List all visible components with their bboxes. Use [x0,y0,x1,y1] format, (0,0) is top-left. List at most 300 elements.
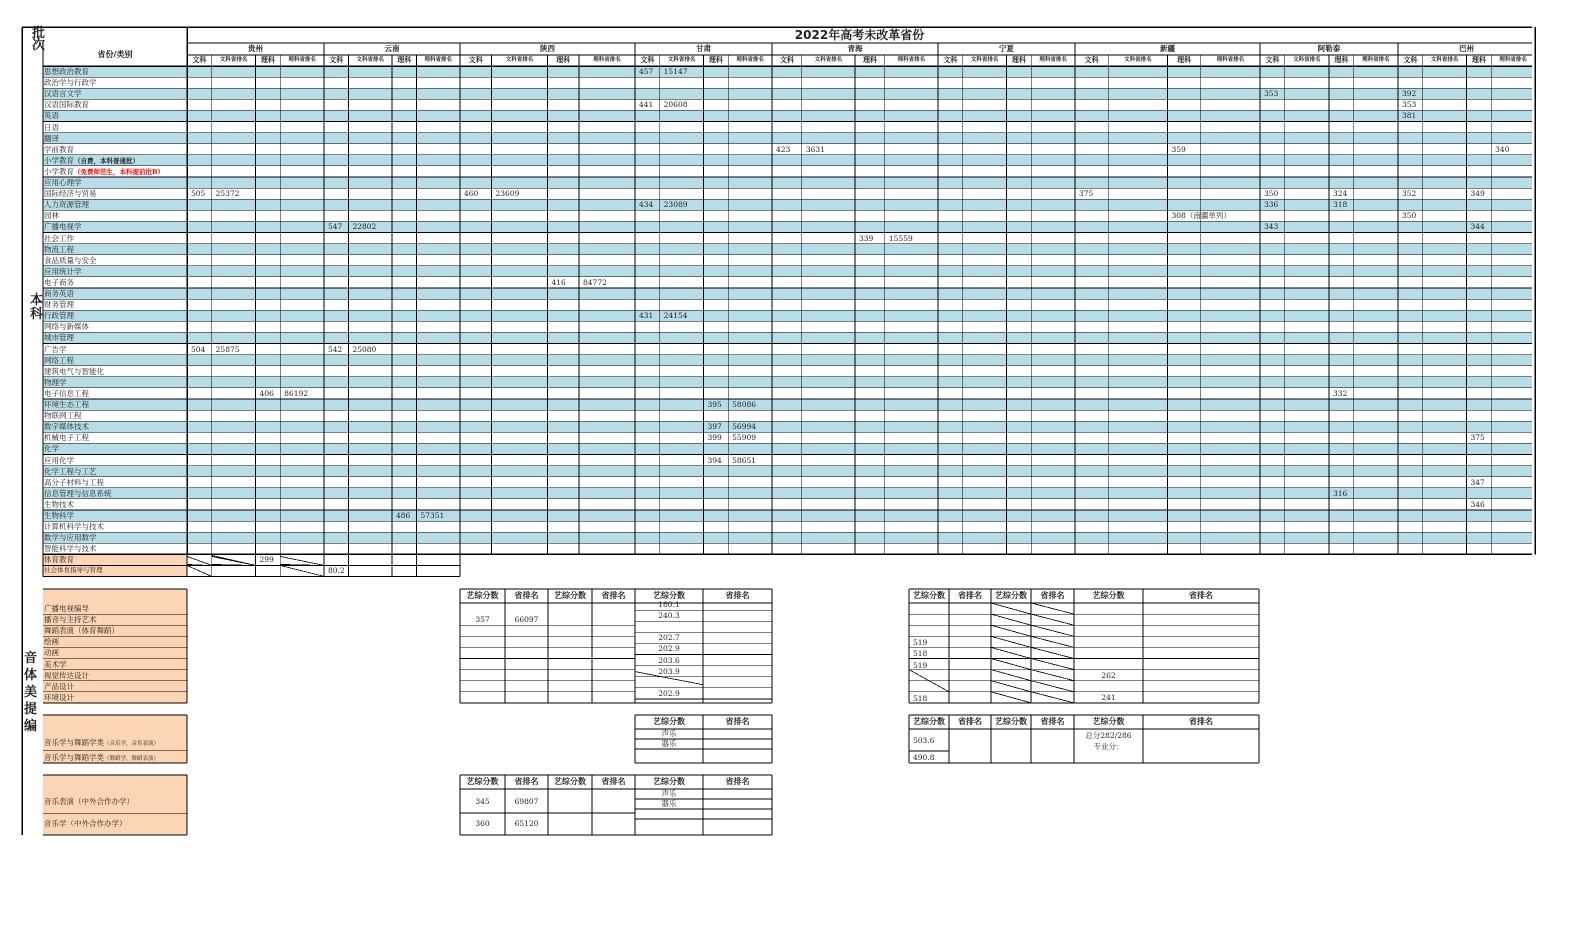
cell-fill [43,155,1532,166]
art-col-header: 艺综分数 [653,777,685,786]
art-score: 518 [913,649,928,659]
major-name: 翻译 [44,133,59,143]
score-cell: 25372 [215,189,240,199]
sub-col-header: 理科省排名 [736,57,764,63]
art-score: 240.3 [658,611,680,621]
major-name: 应用化学 [44,455,74,465]
art-col-header: 省排名 [725,591,750,600]
score-cell: 324 [1333,189,1348,199]
art-score [460,659,505,670]
row-label [43,332,187,343]
score-cell: 84772 [583,277,607,287]
sub-col-header: 理科 [1011,56,1026,64]
art-col-header: 省排名 [601,777,626,786]
art-col-header: 艺综分数 [1092,591,1125,600]
score-cell: 353 [1264,89,1279,99]
row-label [43,521,187,532]
score-cell: 25875 [215,344,240,354]
row-label [43,410,187,421]
row-label [43,277,187,288]
cell-fill [43,366,1532,377]
corner-header: 省份/类别 [97,50,133,59]
row-label [43,455,187,466]
major-name: 信息管理与信息系统 [44,488,112,498]
art-major-label [43,750,187,765]
score-cell: 375 [1470,433,1485,443]
major-name: 汉语言文学 [44,89,82,99]
art-note: 总分282/286 [1085,731,1132,740]
art-note: 专业分： [1093,742,1124,751]
grid-line [991,636,1031,647]
cell-fill [43,521,1532,532]
major-note: （舞蹈学，舞蹈表演） [104,756,160,762]
row-label [43,543,187,554]
score-cell: 344 [1470,222,1485,232]
sub-col-header: 理科省排名 [1039,57,1067,63]
art-score: 360 [475,819,490,828]
art-score: 180.1 [658,600,680,609]
major-name: 广告学 [44,344,67,354]
score-cell: 353 [1402,100,1417,110]
art-major-label: 绘画 [44,637,59,647]
row-label [43,288,187,299]
major-name: 财务管理 [44,300,74,310]
art-score [460,692,505,703]
sub-col-header: 文科 [779,56,794,64]
sub-col-header: 文科省排名 [505,57,534,63]
score-cell: 547 [328,222,343,232]
art-col-header: 省排名 [1040,717,1065,726]
art-score: 262 [1101,670,1116,680]
row-label [43,266,187,277]
sub-col-header: 理科省排名 [424,57,452,63]
major-name: 食品质量与安全 [44,255,97,265]
cell-fill [43,355,1532,366]
art-score: 202.7 [658,633,680,643]
score-cell: 434 [639,200,654,210]
sub-col-header: 文科省排名 [1124,57,1152,63]
art-col-header: 艺综分数 [466,777,499,786]
cell-fill [43,299,1532,310]
major-name: 电子商务 [44,277,74,287]
grid-line [1031,670,1074,681]
grid-line [1031,659,1074,670]
art-major-label: 音乐学（中外合作办学） [44,819,127,828]
sub-col-header: 理科省排名 [897,57,926,63]
grid-line [1031,647,1074,658]
cell-fill [43,166,1532,177]
grid-line [991,625,1031,636]
art-col-header: 省排名 [958,591,982,600]
art-major-label: 音乐表演（中外合作办学） [44,797,134,806]
grid-line [991,692,1031,703]
sports-row-label: 体育教育 [44,555,74,565]
row-label [43,377,187,388]
art-score [460,670,505,681]
sub-col-header: 理科 [397,56,412,64]
art-score: 203.6 [658,655,680,665]
art-major-label: 舞蹈表演（体育舞蹈） [44,626,119,636]
major-name: 计算机科学与技术 [44,522,104,532]
art-score: 241 [1101,692,1116,702]
score-cell: 399 [707,433,722,443]
art-rank [505,636,548,647]
score-cell: 15559 [888,233,913,243]
row-label [43,66,187,77]
sub-col-header: 文科省排名 [667,57,696,63]
major-name: 环境生态工程 [44,400,89,409]
major-name: 化学工程与工艺 [44,466,97,476]
major-name: 化学 [44,444,59,454]
sub-col-header: 理科省排名 [1499,57,1527,63]
grid-line [991,603,1031,614]
score-cell: 347 [1470,477,1485,487]
province-header: 阿勒泰 [1317,44,1341,53]
major-note: （自费，本科普通批） [74,156,139,165]
sub-col-header: 理科 [862,56,877,64]
row-label [43,255,187,266]
score-cell: 406 [259,388,274,398]
major-name: 应用统计学 [44,266,82,276]
sub-col-header: 文科 [1403,56,1418,64]
grid-line [991,647,1031,658]
art-side-label: 提 [24,702,38,717]
grid-line [187,565,212,576]
score-cell: 332 [1333,388,1348,398]
art-score [635,677,703,688]
art-col-header: 省排名 [1189,591,1213,600]
score-cell: 3631 [805,144,825,154]
art-score: 202.9 [658,644,680,654]
cell-fill [43,321,1532,332]
art-score: 345 [475,797,490,806]
major-name: 物理学 [44,377,67,387]
row-label [43,310,187,321]
score-cell: 23089 [663,200,688,210]
grid-line [1031,625,1074,636]
score-cell: 80.2 [328,566,345,576]
row-label [43,155,187,166]
art-major-label: 美术学 [44,659,67,669]
art-side-label: 美 [24,685,38,700]
score-cell: 350 [1264,189,1279,199]
row-label [43,432,187,443]
major-note: （音乐学，音乐表演） [104,741,160,747]
sub-col-header: 理科省排名 [1362,57,1390,63]
art-sub-label: 器乐 [661,739,677,748]
batch-label: 批 [32,26,46,41]
score-cell: 352 [1402,189,1417,199]
score-cell: 441 [639,100,654,110]
art-score [909,682,949,693]
art-col-header: 艺综分数 [913,591,945,600]
art-rank [505,692,548,703]
art-rank [505,670,548,681]
row-label [43,321,187,332]
row-label [43,199,187,210]
score-cell: 542 [328,344,343,354]
score-cell: 457 [639,67,654,76]
cell-fill [43,233,1532,244]
art-col-header: 省排名 [601,591,626,600]
sub-col-header: 理科省排名 [288,57,316,63]
grid-line [1031,614,1074,625]
score-cell: 318 [1333,200,1348,210]
art-major-label: 动画 [44,648,59,658]
art-rank: 69807 [514,797,539,806]
row-label [43,355,187,366]
art-col-header: 艺综分数 [466,591,499,600]
art-col-header: 艺综分数 [995,717,1027,726]
art-col-header: 省排名 [514,591,539,600]
art-score [1074,603,1143,614]
major-name: 国际经济与贸易 [44,189,97,199]
sub-col-header: 理科 [260,56,275,64]
score-cell: 423 [776,144,791,154]
major-name: 高分子材料与工程 [44,477,104,487]
art-score [909,626,949,637]
art-score [460,647,505,658]
major-name: 网络工程 [44,355,74,365]
art-major-label: 播音与主持艺术 [44,615,97,625]
art-side-label: 编 [24,719,38,734]
cell-fill [43,410,1532,421]
art-score: 203.9 [658,666,680,676]
score-cell: 308（南疆单列） [1171,211,1231,221]
province-header: 陕西 [540,44,555,53]
art-rank: 65120 [514,819,539,828]
art-score [1074,647,1143,658]
art-side-label: 音 [24,651,38,666]
score-cell: 336 [1264,200,1279,210]
cell-fill [43,210,1532,221]
province-header: 云南 [384,44,400,53]
row-label [43,532,187,543]
art-col-header: 省排名 [1189,717,1213,726]
sheet-title: 2022年高考未改革省份 [794,28,925,42]
score-cell: 339 [859,233,874,243]
major-name: 数字媒体技术 [44,422,89,432]
major-name: 物联网工程 [44,411,82,421]
grid-line [1031,636,1074,647]
row-label [43,221,187,232]
score-cell: 299 [259,555,274,565]
major-name: 学前教育 [44,144,74,154]
score-cell: 381 [1402,111,1417,121]
row-label [43,99,187,110]
art-score [1074,659,1143,670]
cell-fill [43,310,1532,321]
score-cell: 397 [707,422,722,432]
art-col-header: 艺综分数 [913,717,945,726]
sub-col-header: 理科省排名 [1216,57,1245,63]
art-score [1074,681,1143,692]
art-sub-label: 器乐 [661,799,677,808]
major-name: 商务英语 [44,289,74,298]
score-cell: 15147 [663,67,688,76]
score-cell: 343 [1264,222,1279,232]
province-header: 宁夏 [999,44,1014,53]
row-label [43,443,187,454]
row-label [43,399,187,410]
art-score [460,636,505,647]
cell-fill [43,99,1532,110]
score-cell: 504 [191,344,206,354]
row-label [43,166,187,177]
sub-col-header: 文科 [1265,56,1280,64]
sub-col-header: 文科省排名 [970,57,999,63]
art-score [1074,614,1143,625]
score-cell: 23609 [495,189,520,199]
art-col-header: 艺综分数 [554,777,586,786]
score-cell: 86192 [284,388,309,398]
art-rank [505,681,548,692]
cell-fill [43,532,1532,543]
cell-fill [43,255,1532,266]
score-cell: 57351 [420,511,445,520]
sub-col-header: 文科省排名 [1430,57,1459,63]
major-name: 政治学与行政学 [44,78,97,88]
art-score: 518 [913,693,928,703]
art-score [460,625,505,636]
art-col-header: 艺综分数 [1092,717,1125,726]
sub-col-header: 理科 [1177,56,1192,64]
grid-line [212,555,256,565]
cell-fill [43,133,1532,144]
grid-line [280,565,324,576]
sub-col-header: 文科 [329,56,344,64]
sub-col-header: 理科 [1334,56,1349,64]
art-score [1074,625,1143,636]
major-name: 建筑电气与智能化 [44,366,104,376]
cell-fill [43,332,1532,343]
row-label [43,110,187,121]
sub-col-header: 文科 [192,56,207,64]
row-label [43,299,187,310]
score-cell: 22802 [352,222,377,232]
major-name: 人力资源管理 [44,200,89,210]
art-col-header: 艺综分数 [995,591,1027,600]
cell-fill [43,443,1532,454]
major-name: 物流工程 [44,244,74,254]
grid-line [991,659,1031,670]
art-major-label: 产品设计 [44,681,74,691]
row-label [43,366,187,377]
art-col-header: 艺综分数 [653,717,685,726]
major-name: 网络与新媒体 [44,322,89,332]
art-score: 490.8 [913,753,935,762]
row-label [43,233,187,244]
art-col-header: 省排名 [514,777,539,786]
score-cell: 350 [1402,211,1417,221]
art-score: 519 [913,660,928,670]
row-label [43,122,187,133]
art-rank [505,659,548,670]
row-label [43,244,187,255]
row-label [43,77,187,88]
art-score [460,681,505,692]
sub-col-header: 理科 [556,56,571,64]
score-cell: 58651 [732,455,757,465]
art-score [909,671,949,682]
grid-line [991,614,1031,625]
art-score: 202.9 [658,688,680,698]
grid-line [1031,603,1074,614]
art-side-label: 体 [24,668,38,683]
score-cell: 340 [1495,144,1510,154]
sub-col-header: 文科省排名 [814,57,843,63]
cell-fill [43,66,1532,77]
art-col-header: 省排名 [958,717,982,726]
art-score: 357 [475,615,490,625]
cell-fill [43,110,1532,121]
benke-label: 科 [30,307,44,322]
major-name: 汉语国际教育 [44,100,89,110]
row-label [43,210,187,221]
major-name: 广播电视学 [44,222,82,232]
major-note: （免费师范生，本科提前批B） [74,167,164,176]
art-col-header: 艺综分数 [554,591,586,600]
cell-fill [43,177,1532,188]
art-score [460,603,505,614]
cell-fill [43,499,1532,510]
sub-col-header: 文科 [943,56,958,64]
score-cell: 349 [1470,189,1485,199]
art-score [635,621,703,632]
sub-col-header: 理科省排名 [593,57,621,63]
grid-line [991,681,1031,692]
score-cell: 346 [1470,499,1485,509]
cell-fill [43,377,1532,388]
major-name: 机械电子工程 [44,433,89,443]
art-score [909,615,949,626]
major-name: 园林 [44,211,59,221]
major-name: 英语 [44,111,59,121]
grid-line [1031,692,1074,703]
art-major-label: 广播电视编导 [44,604,89,613]
sub-col-header: 文科省排名 [1293,57,1321,63]
sub-col-header: 理科 [708,56,723,64]
score-cell: 56994 [732,422,757,432]
row-label [43,388,187,399]
cell-fill [43,488,1532,499]
cell-fill [43,77,1532,88]
art-col-header: 省排名 [725,717,750,726]
major-name: 社会工作 [44,233,74,243]
score-cell: 431 [639,311,654,321]
row-label [43,144,187,155]
art-score: 519 [913,638,928,648]
score-cell: 392 [1402,89,1417,99]
sports-row-label: 社会体育指导与管理 [44,566,103,575]
row-label [43,88,187,99]
score-cell: 460 [464,189,479,199]
batch-label: 次 [32,38,46,53]
major-name: 数学与应用数学 [44,533,97,543]
score-cell: 505 [191,189,206,199]
province-header: 新疆 [1160,44,1175,53]
sub-col-header: 理科 [1471,56,1486,64]
province-header: 巴州 [1459,44,1474,53]
cell-fill [43,266,1532,277]
cell-fill [43,244,1532,255]
score-cell: 359 [1171,144,1186,154]
art-major-label: 环境设计 [44,692,74,702]
art-score [1074,636,1143,647]
grid-line [187,556,212,565]
row-label [43,344,187,355]
score-cell: 394 [707,455,722,465]
